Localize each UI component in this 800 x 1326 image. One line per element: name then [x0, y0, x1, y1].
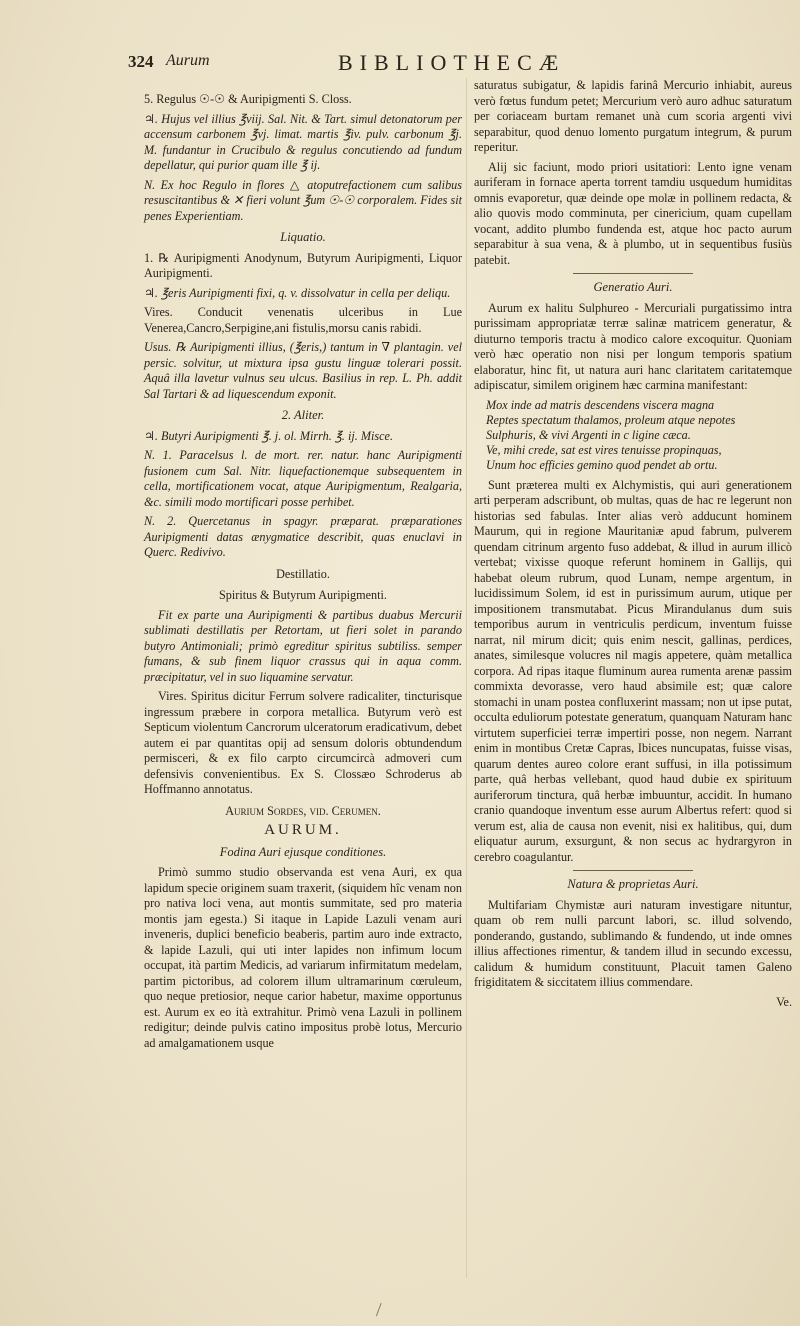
paragraph: N. 2. Quercetanus in spagyr. præparat. præparationes Auripigmenti datas ænygmatice describit, quas enuclavi in Querc. Redivivo. [144, 514, 462, 559]
verse-line: Reptes spectatum thalamos, proleum atque nepotes [486, 412, 736, 427]
section-heading: Natura & proprietas Auri. [567, 877, 699, 891]
page-header [128, 50, 778, 76]
divider [573, 273, 693, 274]
cross-reference: Aurium Sordes, vid. Cerumen. [225, 803, 381, 818]
paragraph: ♃. Butyri Auripigmenti ℥. j. ol. Mirrh. ℥. ij. Misce. [144, 428, 393, 443]
paragraph: 1. ℞ Auripigmenti Anodynum, Butyrum Auripigmenti, Liquor Auripigmenti. [144, 250, 462, 280]
running-head: Aurum [166, 52, 210, 69]
paragraph: ♃. ℥eris Auripigmenti fixi, q. v. dissolvatur in cella per deliqu. [144, 285, 451, 300]
paragraph: Primò summo studio observanda est vena Auri, ex qua lapidum specie originem suam traxerit, (siquidem hîc venam non pro nativa loci vena, aut montis summitate, sed pro materia montis jam egesta.) Si itaque in Lapide Lazuli venam auri inveneris, duplici beneficio beaberis, partim auro inde extracto, & lapide Lazuli, qui uti inter lapides non infimum locum occupat, ità partim Medicis, ad variarum infirmitatum medelam, partim pictoribus, ad colorem illum ultramarinum cœruleum, quo neque pretiosior, neque carior habetur, maxime opportunus est. Aurum ex eo ità extrahitur. Primò vena Lazuli in pollinem redigitur; deinde pulvis catino impositus probè lotus, Mercurio ad amalgamationem usque [144, 865, 462, 1050]
paragraph: saturatus subigatur, & lapidis farinâ Mercurio inhiabit, aureus verò fœtus fundum petet; Mercurium verò auro adhuc saturatum per coriaceam burtam remanet unà cum scoria argenti vivi separabitur, quod denuo lomento purgatum integrum, & purum reperitur. [474, 78, 792, 154]
paragraph: N. 1. Paracelsus l. de mort. rer. natur. hanc Auripigmenti fusionem cum Sal. Nitr. liquefactionemque subsequentem in cella, mortificationem vocat, atque Auripigmentum, Realgaria, &c. simili modo mortificari posse perhibet. [144, 448, 462, 509]
section-heading: Generatio Auri. [593, 280, 673, 294]
verse-line: Mox inde ad matris descendens viscera magna [486, 397, 715, 412]
verse-block [486, 398, 792, 473]
paragraph: N. Ex hoc Regulo in flores △ atoputrefactionem cum salibus resuscitantibus & ✕ fieri volunt ℥um ☉-☉ corporalem. Fides sit penes Experientiam. [144, 177, 462, 223]
section-heading: Fodina Auri ejusque conditiones. [219, 844, 387, 859]
page-number: 324 [128, 52, 154, 71]
catchword: Ve. [776, 994, 792, 1009]
column-divider [466, 78, 467, 1278]
left-column [144, 92, 462, 1055]
verse-line: Ve, mihi crede, sat est vires tenuisse propinquas, [486, 442, 722, 457]
page-title: BIBLIOTHECÆ [338, 50, 566, 75]
paragraph: Alij sic faciunt, modo priori usitatiori: Lento igne venam auriferam in fornace aperta torrent tamdiu usquedum humiditas omnis evaporetur, quæ deinde ope molæ in pollinem redacta, & alio quovis modo comminuta, per cinericium, quam cupellam vocant, addito plumbo fundenda est, atque hoc pacto aurum separabitur à sua vena, & à plumbo, ut in sequentibus fusiùs patebit. [474, 159, 792, 267]
entry-title: AURUM. [264, 822, 342, 838]
paragraph: Aurum ex halitu Sulphureo - Mercuriali purgatissimo intra purissimam appropriatæ terræ salinæ matricem generatur, & diuturno temporis tractu à modico calore excoquitur. Quoniam verò hæc operatio non nisi per longum temporis spatium elaboratur, hinc fit, ut natura auri hanc claritatem caritatemque adipiscatur, similem originem hæc carmina manifestant: [474, 300, 792, 392]
paragraph: Sunt præterea multi ex Alchymistis, qui auri generationem arti perperam adscribunt, ob multas, quas de hac re legerunt non historias sed fabulas. Inter alias verò adducunt hominem Maurum, qui in regione Mauritaniæ apud fabrum, pulverem quendam citrinum argento fuso addebat, & illud in aurum illicò vertebat; vixisse quoque referunt hominem in Gallijs, qui habebat oleum rubrum, quod Lunam, nempe argentum, in lucidissimum Solem, id est in purissimum aurum, utique per impositionem transmutabat. Picus Mirandulanus dum suis temporibus aurum in ventriculis perdicum, inventum fuisse narrat, nil mirum dicit; quis enim nescit, gallinas, perdices, anates, similesque volucres nil magis appetere, quàm metallica corpora. Ad ripas itaque fluminum aurea rumenta arenæ passim commixta devorasse, vero haud absimile est; quæ calore stomachi in unam postea confluxerint massam; non ut ipse putat, occulta eduliorum potestate generatum, quanquam Naturam hanc virtutem superficiei terræ impertiri posse, non negem. Narrant enim in montibus Cretæ Capras, Ibices nuncupatas, fuisse visas, quarum dentes aureo colore erant suffusi, in illa potissimum parte, quâ herbas vellebant, quod haud dubie ex spirituum auriferorum tinctura, quâ herbæ imbuuntur, accidit. In humano cranio quandoque inventum esse aurum Albertus refert: quod si verum est, alia de causa non evenit, nisi ex halitibus, qui, dum eliquatur aurum, exsurgunt, & non secus ac hydrargyron in cerebro coagulantur. [474, 477, 792, 864]
section-heading: Spiritus & Butyrum Auripigmenti. [219, 588, 387, 602]
divider [573, 870, 693, 871]
paragraph: 5. Regulus ☉-☉ & Auripigmenti S. Closs. [144, 92, 352, 106]
paragraph: Fit ex parte una Auripigmenti & partibus duabus Mercurii sublimati destillatis per Retortam, ut fieri solet in parando butyro Antimoniali; primò egreditur spiritus subtiliss. semper fumans, & sub finem liquor crassus qui in aqua comm. præcipitatur, vel in suo liquamine servatur. [144, 607, 462, 684]
ink-mark [376, 1303, 389, 1319]
paragraph: Vires. Spiritus dicitur Ferrum solvere radicaliter, tincturisque ingressum præbere in corpora metallica. Butyrum verò est Septicum violentum Cancrorum ulceratorum eradicativum, debet autem ei par quantitas opij ad sensum doloris obtundendum permisceri, & ex filo carpto circumcircà admoveri cum defensivis convenientibus. Ex S. Clossæo Schroderus ab Hoffmanno annotatus. [144, 689, 462, 796]
right-column [474, 78, 792, 1010]
section-heading: 2. Aliter. [281, 408, 325, 422]
paragraph: ♃. Hujus vel illius ℥viij. Sal. Nit. & Tart. simul detonatorum per accensum carbonem ℥vj. limat. martis ℥iv. pulv. carbonum ℥j. M. fundantur in Crucibulo & regulus concutiendo ad fundum depellatur, qui purior quam ille ℥ ij. [144, 111, 462, 172]
paragraph: Vires. Conducit venenatis ulceribus in Lue Venerea,Cancro,Serpigine,ani fistulis,morsu canis rabidi. [144, 305, 462, 335]
verse-line: Unum hoc efficies gemino quod pendet ab ortu. [486, 457, 718, 472]
section-heading: Destillatio. [276, 566, 330, 581]
verse-line: Sulphuris, & vivi Argenti in c ligine cæca. [486, 427, 691, 442]
section-heading: Liquatio. [280, 230, 326, 244]
paragraph: Multifariam Chymistæ auri naturam investigare nituntur, quam ob rem nulli parcunt labori, sc. illud solvendo, ponderando, gustando, sublimando & fundendo, ut inde omnes illius affectiones rimentur, & tandem illud in secundo excessu, calidum & humidum constituunt, Placuit tamen Galeno frigiditatem & siccitatem illius commendare. [474, 897, 792, 989]
paragraph: Usus. ℞ Auripigmenti illius, (℥eris,) tantum in ∇ plantagin. vel persic. solvitur, ut mixtura ipsa gustu linguæ tolerari possit. Aquâ illa lavetur vulnus seu ulcus. Basilius in rep. L. Ph. addit Sal Tartari & ad liquescendum exponit. [144, 340, 462, 401]
